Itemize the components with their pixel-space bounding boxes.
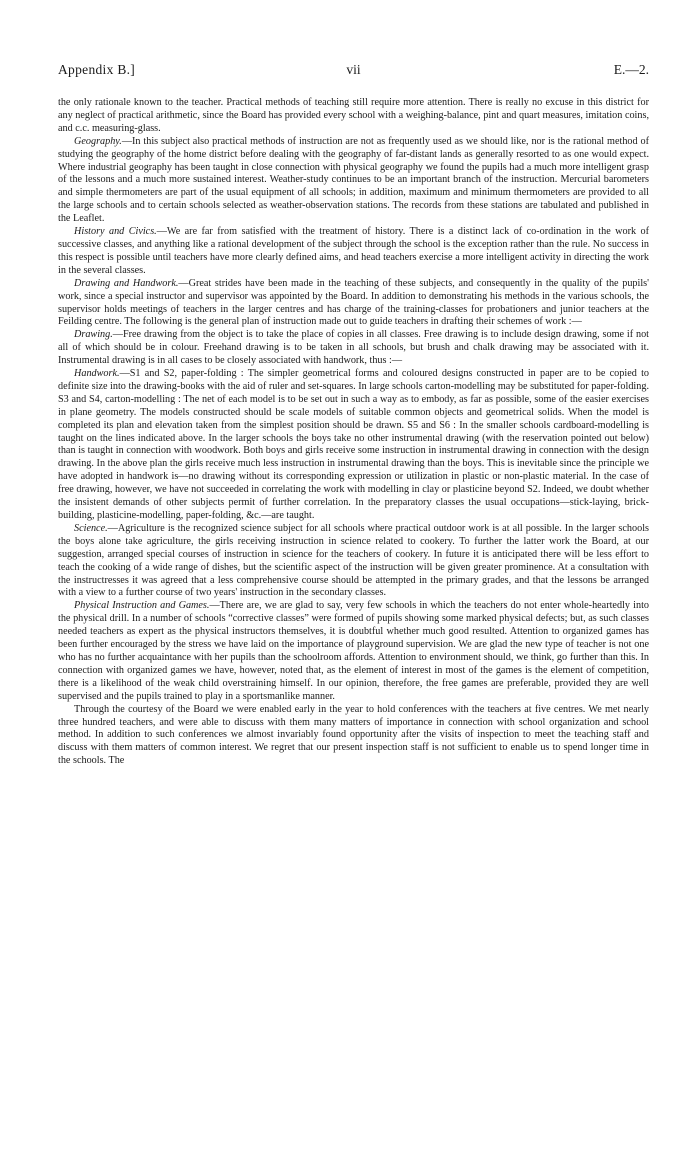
header-appendix: Appendix B.]: [58, 62, 136, 77]
header-section-code: E.—2.: [613, 62, 649, 77]
heading-handwork: Handwork.: [74, 368, 120, 380]
paragraph-science: Science.—Agriculture is the recognized science subject for all schools where practical outdoor work is at all possible. In the larger schools the boys alone take agriculture, the girls receiving instruction in science related to cookery. To further the latter work the Board, at our suggestion, arranged special courses of instruction in science for the teachers of cookery. In future it is anticipated there will be less effort to teach the cooking of a wide range of dishes, but the scientific aspect of the instruction will be given greater prominence. At a consultation with the instructresses it was agreed that a less comprehensive course should be attempted in the primary grades, and that the lessons be arranged with a view to a further course of two years' instruction in the secondary classes.: [58, 522, 649, 599]
heading-drawing: Drawing.: [74, 329, 113, 341]
paragraph-history-civics: History and Civics.—We are far from satisfied with the treatment of history. There is a distinct lack of co-ordination in the work of successive classes, and anything like a rational development of the subject through the school is the exception rather than the rule. No success in this respect is possible until teachers have more clearly defined aims, and head teachers exercise a more intelligent activity in directing the work in the several classes.: [58, 226, 649, 276]
paragraph-geography: Geography.—In this subject also practical methods of instruction are not as frequently used as we should like, nor is the rational method of studying the geography of the home district before dealing with the geography of far-distant lands as generally resorted to as one would expect. Where industrial geography has been taught in close connection with physical geography we found the pupils had a much more intelligent grasp of the lessons and a much more sustained interest. Weather-study continues to be an important branch of the instruction. Mercurial barometers and simple thermometers are part of the usual equipment of all schools; in addition, maximum and minimum thermometers are provided to all the large schools and to certain schools selected as weather-observation stations. The records from these stations are tabulated and published in the Leaflet.: [58, 135, 649, 225]
heading-history-civics: History and Civics.: [74, 226, 157, 238]
paragraph-conferences: Through the courtesy of the Board we were enabled early in the year to hold conferences with the teachers at five centres. We met nearly three hundred teachers, and were able to discuss with them many matters of importance in connection with school organization and school method. In addition to such conferences we almost invariably found opportunity after the visits of inspection to meet the teaching staff and discuss with them matters of common interest. We regret that our present inspection staff is not sufficient to enable us to spend longer time in the schools. The: [58, 703, 649, 767]
paragraph-physical-instruction: Physical Instruction and Games.—There are, we are glad to say, very few schools in which the teachers do not enter whole-heartedly into the physical drill. In a number of schools “corrective classes” were formed of pupils showing some marked physical defects; but, as such classes needed teachers as expert as the physical instructors themselves, it is doubtful whether much good resulted. Attention to organized games has been further encouraged by the stress we have laid on the importance of playground supervision. We are glad the new type of teacher is not one who has no further acquaintance with her pupils than the schoolroom affords. Attention to environment should, we think, go further than this. In connection with organized games we have, however, noted that, as the element of interest in most of the games is the element of competition, there is a likelihood of the weak child overstraining himself. In our opinion, therefore, the free games are preferable, provided they are well supervised and the pupils trained to play in a sportsmanlike manner.: [58, 600, 649, 702]
body-text: [58, 97, 649, 768]
header-page-number: vii: [346, 62, 361, 77]
heading-physical-instruction: Physical Instruction and Games.: [74, 600, 210, 612]
heading-drawing-handwork: Drawing and Handwork.: [74, 277, 179, 289]
paragraph-arithmetic: the only rationale known to the teacher. Practical methods of teaching still require more attention. There is really no excuse in this district for any neglect of practical arithmetic, since the Board has provided every school with a weighing-balance, pint and quart measures, imitation coins, and c.c. measuring-glass.: [58, 97, 649, 134]
paragraph-handwork: Handwork.—S1 and S2, paper-folding : The simpler geometrical forms and coloured designs constructed in paper are to be copied to definite size into the drawing-books with the aid of ruler and set-squares. In large schools carton-modelling may be substituted for paper-folding. S3 and S4, carton-modelling : The net of each model is to be set out in such a way as to embody, as far as possible, some of the easier exercises in plane geometry. The models constructed should be scale models of suitable common objects and geometrical solids. When the model is completed its plan and elevation taken from the simplest position should be drawn. S5 and S6 : In the smaller schools cardboard-modelling is taught on the lines indicated above. In the larger schools the boys take no other instrumental drawing (with the reservation pointed out below) than is taught in connection with woodwork. Both boys and girls receive some instruction in instrumental drawing in connection with the design drawing. In the above plan the girls receive much less instruction in instrumental drawing than the boys. This is inevitable since the principle we have adopted in handwork is—no drawing without its corresponding expression or utilization in plastic or non-plastic material. In the case of free drawing, however, we have not succeeded in correlating the work with modelling in clay or plasticine beyond S2. Indeed, we doubt whether the insistent demands of other subjects permit of further correlation. In the preparatory classes the usual occupations—stick-laying, brick-building, plasticine-modelling, paper-folding, &c.—are taught.: [58, 368, 649, 521]
heading-science: Science.: [74, 522, 108, 534]
heading-geography: Geography.: [74, 135, 122, 147]
paragraph-drawing-handwork: Drawing and Handwork.—Great strides have been made in the teaching of these subjects, and consequently in the quality of the pupils' work, since a special instructor and supervisor was appointed by the Board. In addition to demonstrating his methods in the various schools, the supervisor holds meetings of teachers in the larger centres and has charge of the training-classes for probationers and junior teachers at the Feilding centre. The following is the general plan of instruction made out to guide teachers in drafting their schemes of work :—: [58, 277, 649, 328]
page-header: [58, 62, 649, 82]
paragraph-drawing: Drawing.—Free drawing from the object is to take the place of copies in all classes. Free drawing is to include design drawing, some if not all of which should be in colour. Freehand drawing is to be taken in all schools, but brush and chalk drawing may be associated with it. Instrumental drawing is in all cases to be closely associated with handwork, thus :—: [58, 329, 649, 367]
